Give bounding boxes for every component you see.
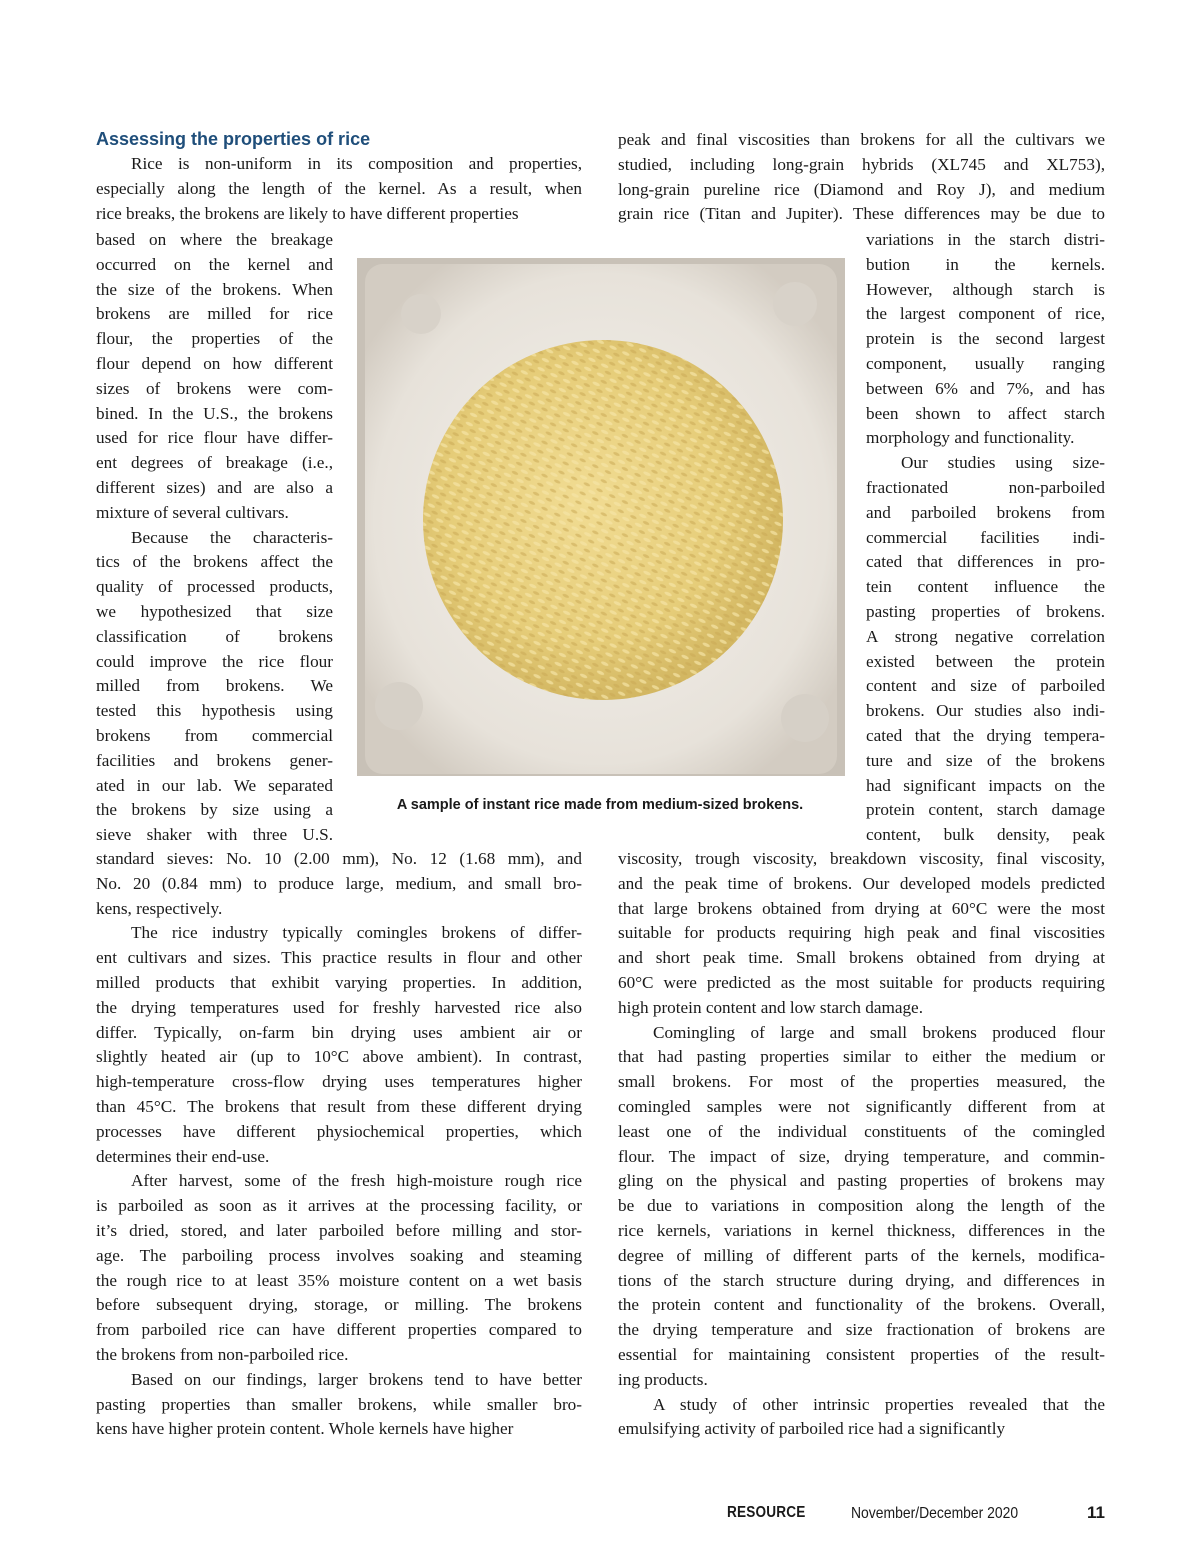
text-line: is parboiled as soon as it arrives at the processing facility, or <box>96 1196 582 1216</box>
text-line: the drying temperature and size fractionation of brokens are <box>618 1320 1105 1340</box>
text-line: kens, respectively. <box>96 898 223 918</box>
text-line: 60°C were predicted as the most suitable for products requiring <box>618 972 1105 992</box>
text-line: brokens from commercial <box>96 725 333 745</box>
text-line: high protein content and low starch damage. <box>618 997 923 1017</box>
right-column-wrap <box>866 228 1105 848</box>
text-line: it’s dried, stored, and later parboiled before milling and stor- <box>96 1220 582 1240</box>
text-line: slightly heated air (up to 10°C above ambient). In contrast, <box>96 1047 582 1067</box>
text-line: least one of the individual constituents of the comingled <box>618 1121 1105 1141</box>
text-line: and the peak time of brokens. Our developed models predicted <box>618 873 1105 893</box>
instant-rice-photo <box>357 258 845 776</box>
text-line: before subsequent drying, storage, or milling. The brokens <box>96 1295 582 1315</box>
text-line: ent degrees of breakage (i.e., <box>96 453 333 473</box>
text-line: occurred on the kernel and <box>96 254 333 274</box>
text-line: from parboiled rice can have different properties compared to <box>96 1320 582 1340</box>
text-line: that large brokens obtained from drying at 60°C were the most <box>618 898 1105 918</box>
section-heading: Assessing the properties of rice <box>96 129 371 149</box>
text-line: existed between the protein <box>866 651 1105 671</box>
text-line: Rice is non-uniform in its composition and properties, <box>131 154 582 173</box>
text-line: suitable for products requiring high peak and final viscosities <box>618 923 1105 943</box>
text-line: different sizes) and are also a <box>96 477 333 497</box>
text-line: the rough rice to at least 35% moisture content on a wet basis <box>96 1270 582 1290</box>
text-line: cated that the drying tempera- <box>866 725 1105 745</box>
text-line: ated in our lab. We separated <box>96 775 333 795</box>
text-line: bution in the kernels. <box>866 254 1105 274</box>
text-line: flour, the properties of the <box>96 329 333 349</box>
text-line: age. The parboiling process involves soaking and steaming <box>96 1245 582 1265</box>
text-line: studied, including long-grain hybrids (XL745 and XL753), <box>618 154 1105 174</box>
text-line: the brokens from non-parboiled rice. <box>96 1344 349 1364</box>
text-line: viscosity, trough viscosity, breakdown viscosity, final viscosity, <box>618 849 1105 868</box>
text-line: emulsifying activity of parboiled rice had a significantly <box>618 1419 1006 1439</box>
text-line: brokens. Our studies also indi- <box>866 701 1105 721</box>
text-line: protein content, starch damage <box>866 800 1105 820</box>
left-column-wrap <box>96 228 333 848</box>
text-line: milled products that exhibit varying properties. In addition, <box>96 972 582 992</box>
text-line: gling on the physical and pasting properties of brokens may <box>618 1171 1105 1191</box>
text-line: After harvest, some of the fresh high-moisture rough rice <box>131 1171 582 1191</box>
text-line: and short peak time. Small brokens obtained from drying at <box>618 948 1105 968</box>
text-line: sieve shaker with three U.S. <box>96 825 333 845</box>
text-line: comingled samples were not significantly different from at <box>618 1096 1105 1116</box>
text-line: pasting properties than smaller brokens, while smaller bro- <box>96 1394 582 1414</box>
text-line: mixture of several cultivars. <box>96 502 289 522</box>
text-line: Because the characteris- <box>131 527 333 547</box>
text-line: differ. Typically, on-farm bin drying uses ambient air or <box>96 1022 582 1042</box>
text-line: kens have higher protein content. Whole kernels have higher <box>96 1419 514 1439</box>
left-column-bottom <box>96 847 582 1442</box>
text-line: protein is the second largest <box>866 329 1105 349</box>
text-line: content, bulk density, peak <box>866 825 1105 845</box>
text-line: content and size of parboiled <box>866 676 1105 696</box>
text-line: the protein content and functionality of the brokens. Overall, <box>618 1295 1105 1315</box>
text-line: grain rice (Titan and Jupiter). These differences may be due to <box>618 204 1105 224</box>
text-line: tested this hypothesis using <box>96 701 333 721</box>
text-line: tions of the starch structure during drying, and differences in <box>618 1270 1105 1290</box>
figure-caption: A sample of instant rice made from medium-sized brokens. <box>396 797 804 813</box>
page-number: 11 <box>1087 1503 1105 1522</box>
text-line: the size of the brokens. When <box>96 279 333 299</box>
text-line: A strong negative correlation <box>866 626 1105 646</box>
text-line: variations in the starch distri- <box>866 230 1105 249</box>
text-line: be due to variations in composition along the length of the <box>618 1196 1105 1216</box>
left-column-top <box>96 152 582 226</box>
text-line: determines their end-use. <box>96 1146 270 1166</box>
text-line: long-grain pureline rice (Diamond and Roy J), and medium <box>618 179 1105 199</box>
page-footer <box>700 1502 1105 1530</box>
text-line: been shown to affect starch <box>866 403 1105 423</box>
text-line: milled from brokens. We <box>96 676 333 696</box>
text-line: No. 20 (0.84 mm) to produce large, medium, and small bro- <box>96 873 582 893</box>
text-line: sizes of brokens were com- <box>96 378 333 398</box>
text-line: Comingling of large and small brokens produced flour <box>653 1022 1105 1042</box>
text-line: the drying temperatures used for freshly harvested rice also <box>96 997 582 1017</box>
text-line: Our studies using size- <box>901 453 1105 473</box>
text-line: used for rice flour have differ- <box>96 428 333 448</box>
text-line: tics of the brokens affect the <box>96 552 333 572</box>
text-line: commercial facilities indi- <box>866 527 1105 547</box>
text-line: rice breaks, the brokens are likely to have different properties <box>96 203 519 223</box>
text-line: the brokens by size using a <box>96 800 333 820</box>
text-line: flour. The impact of size, drying temperature, and commin- <box>618 1146 1105 1166</box>
text-line: quality of processed products, <box>96 577 333 597</box>
text-line: cated that differences in pro- <box>866 552 1105 572</box>
text-line: tein content influence the <box>866 577 1105 597</box>
text-line: high-temperature cross-flow drying uses temperatures higher <box>96 1072 582 1092</box>
text-line: the largest component of rice, <box>866 304 1105 324</box>
text-line: facilities and brokens gener- <box>96 750 333 770</box>
publication-name: RESOURCE <box>727 1504 806 1521</box>
text-line: and parboiled brokens from <box>866 502 1105 522</box>
text-line: we hypothesized that size <box>96 601 333 621</box>
text-line: peak and final viscosities than brokens for all the cultivars we <box>618 130 1105 149</box>
text-line: The rice industry typically comingles brokens of differ- <box>131 923 582 943</box>
text-line: A study of other intrinsic properties revealed that the <box>653 1394 1105 1414</box>
text-line: component, usually ranging <box>866 353 1105 373</box>
text-line: processes have different physiochemical properties, which <box>96 1121 582 1141</box>
text-line: than 45°C. The brokens that result from these different drying <box>96 1096 582 1116</box>
text-line: had significant impacts on the <box>866 775 1105 795</box>
text-line: flour depend on how different <box>96 353 333 373</box>
right-column-bottom <box>618 847 1105 1442</box>
issue-date: November/December 2020 <box>851 1505 1019 1522</box>
text-line: pasting properties of brokens. <box>866 601 1105 621</box>
text-line: that had pasting properties similar to either the medium or <box>618 1047 1105 1067</box>
text-line: rice kernels, variations in kernel thickness, differences in the <box>618 1220 1105 1240</box>
text-line: small brokens. For most of the properties measured, the <box>618 1072 1105 1092</box>
text-line: especially along the length of the kernel. As a result, when <box>96 178 582 198</box>
text-line: brokens are milled for rice <box>96 304 333 324</box>
text-line: ture and size of the brokens <box>866 750 1105 770</box>
text-line: bined. In the U.S., the brokens <box>96 403 333 423</box>
text-line: classification of brokens <box>96 626 333 646</box>
text-line: ing products. <box>618 1369 708 1389</box>
text-line: However, although starch is <box>866 279 1105 299</box>
text-line: ent cultivars and sizes. This practice results in flour and other <box>96 948 582 968</box>
text-line: morphology and functionality. <box>866 428 1075 448</box>
text-line: standard sieves: No. 10 (2.00 mm), No. 12 (1.68 mm), and <box>96 849 582 868</box>
text-line: Based on our findings, larger brokens tend to have better <box>131 1369 582 1389</box>
text-line: based on where the breakage <box>96 230 333 249</box>
text-line: fractionated non-parboiled <box>866 477 1105 497</box>
text-line: essential for maintaining consistent properties of the result- <box>618 1344 1105 1364</box>
text-line: between 6% and 7%, and has <box>866 378 1105 398</box>
text-line: degree of milling of different parts of the kernels, modifica- <box>618 1245 1105 1265</box>
right-column-top <box>618 128 1105 227</box>
text-line: could improve the rice flour <box>96 651 333 671</box>
